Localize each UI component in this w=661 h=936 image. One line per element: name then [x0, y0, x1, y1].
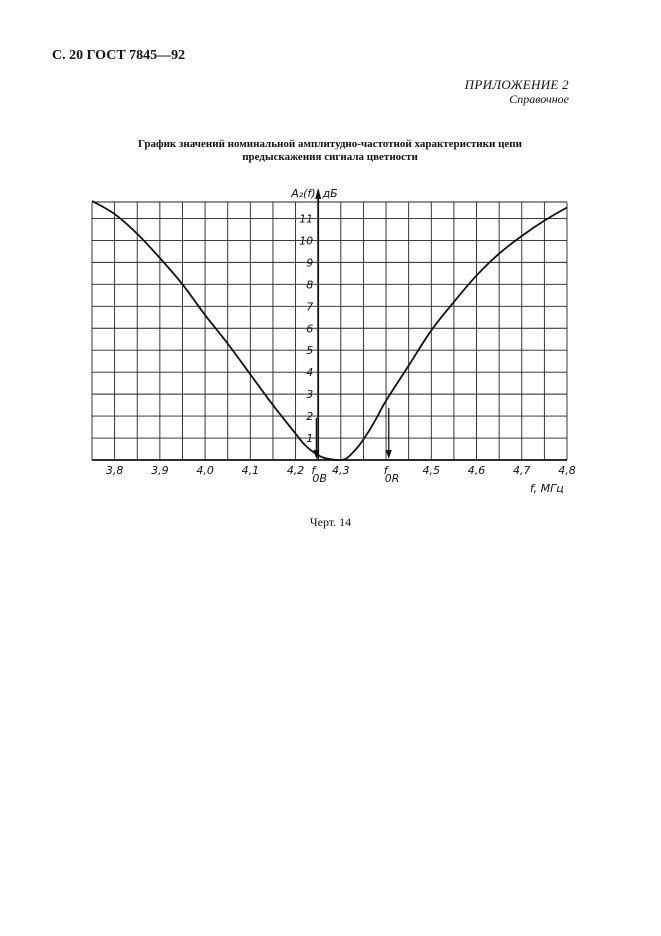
chart-title-line-1: График значений номинальной амплитудно-частотной характеристики цепи — [138, 138, 522, 150]
y-tick-label: 10 — [299, 234, 314, 248]
x-tick-label: 4,5 — [422, 464, 441, 477]
x-tick-label: 4,6 — [467, 464, 486, 477]
x-tick-label: 4,3 — [332, 464, 350, 477]
annotation-label: f — [383, 464, 388, 477]
x-tick-label: 4,0 — [196, 464, 214, 477]
appendix-subtitle: Справочное — [509, 92, 569, 106]
y-tick-label: 11 — [299, 212, 314, 226]
x-tick-label: 4,7 — [513, 464, 531, 477]
y-tick-label: 7 — [306, 300, 314, 314]
y-tick-label: 4 — [306, 366, 314, 380]
annotation-arrow-head — [386, 450, 392, 459]
x-axis-label: f, МГц — [530, 482, 564, 495]
annotation-subscript: 0В — [312, 472, 327, 485]
y-axis-label: A₂(f), дБ — [291, 187, 338, 200]
chart-title-line-2: предыскажения сигнала цветности — [242, 151, 418, 163]
x-tick-label: 3,8 — [105, 464, 124, 477]
y-tick-label: 3 — [306, 388, 314, 402]
chart-grid — [92, 202, 567, 460]
y-tick-label: 2 — [306, 410, 314, 424]
x-tick-label: 4,1 — [241, 464, 260, 477]
page-reference: С. 20 ГОСТ 7845—92 — [52, 48, 186, 63]
x-tick-label: 4,8 — [558, 464, 576, 477]
y-tick-label: 8 — [306, 278, 314, 292]
y-tick-label: 6 — [306, 322, 314, 336]
x-tick-label: 3,9 — [151, 464, 169, 477]
appendix-title: ПРИЛОЖЕНИЕ 2 — [464, 77, 569, 92]
chart-axes — [92, 187, 567, 495]
y-tick-label: 5 — [306, 344, 314, 358]
annotation-label: f — [311, 464, 316, 477]
x-tick-label: 4,2 — [286, 464, 305, 477]
y-tick-label: 1 — [306, 432, 314, 446]
annotation-subscript: 0R — [384, 472, 400, 485]
figure-caption: Черт. 14 — [309, 515, 352, 529]
y-tick-label: 9 — [306, 256, 314, 270]
